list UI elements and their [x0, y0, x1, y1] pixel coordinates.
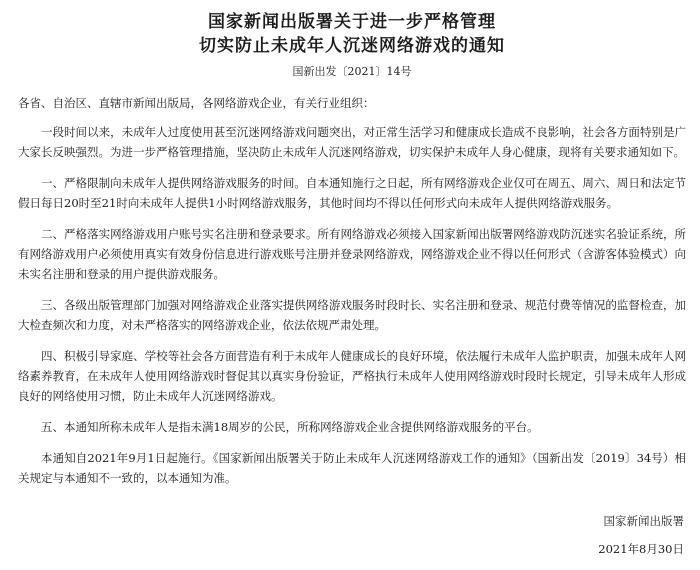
- document-title: [18, 10, 686, 58]
- signature-date: 2021年8月30日: [598, 542, 684, 556]
- paragraph-item-4: 四、积极引导家庭、学校等社会各方面营造有利于未成年人健康成长的良好环境，依法履行未成年人监护职责，加强未成年人网络素养教育，在未成年人使用网络游戏时督促其以真实身份验证，严格执行未成年人使用网络游戏时段时长规定，引导未成年人形成良好的网络使用习惯，防止未成年人沉迷网络游戏。: [18, 349, 686, 403]
- paragraph-intro: 一段时间以来，未成年人过度使用甚至沉迷网络游戏问题突出，对正常生活学习和健康成长造成不良影响，社会各方面特别是广大家长反映强烈。为进一步严格管理措施，坚决防止未成年人沉迷网络游戏，切实保护未成年人身心健康，现将有关要求通知如下。: [18, 125, 686, 159]
- title-line-2: 切实防止未成年人沉迷网络游戏的通知: [199, 36, 505, 56]
- signature-organization: 国家新闻出版署: [603, 514, 684, 528]
- paragraph-item-3: 三、各级出版管理部门加强对网络游戏企业落实提供网络游戏服务时段时长、实名注册和登录、规范付费等情况的监督检查，加大检查频次和力度，对未严格落实的网络游戏企业，依法依规严肃处理。: [18, 298, 686, 332]
- addressee: 各省、自治区、直辖市新闻出版局，各网络游戏企业，有关行业组织：: [18, 96, 375, 110]
- paragraph-item-2: 二、严格落实网络游戏用户账号实名注册和登录要求。所有网络游戏必须接入国家新闻出版署网络游戏防沉迷实名验证系统，所有网络游戏用户必须使用真实有效身份信息进行游戏账号注册并登录网络游戏，网络游戏企业不得以任何形式（含游客体验模式）向未实名注册和登录的用户提供游戏服务。: [18, 227, 686, 281]
- paragraph-item-1: 一、严格限制向未成年人提供网络游戏服务的时间。自本通知施行之日起，所有网络游戏企业仅可在周五、周六、周日和法定节假日每日20时至21时向未成年人提供1小时网络游戏服务，其他时间均不得以任何形式向未成年人提供网络游戏服务。: [18, 176, 686, 210]
- document-number: 国新出发〔2021〕14号: [292, 65, 412, 78]
- paragraph-item-5: 五、本通知所称未成年人是指未满18周岁的公民，所称网络游戏企业含提供网络游戏服务的平台。: [41, 420, 539, 434]
- paragraph-effective-date: 本通知自2021年9月1日起施行。《国家新闻出版署关于防止未成年人沉迷网络游戏工作的通知》（国新出发〔2019〕34号）相关规定与本通知不一致的，以本通知为准。: [18, 451, 686, 485]
- title-line-1: 国家新闻出版署关于进一步严格管理: [208, 12, 496, 32]
